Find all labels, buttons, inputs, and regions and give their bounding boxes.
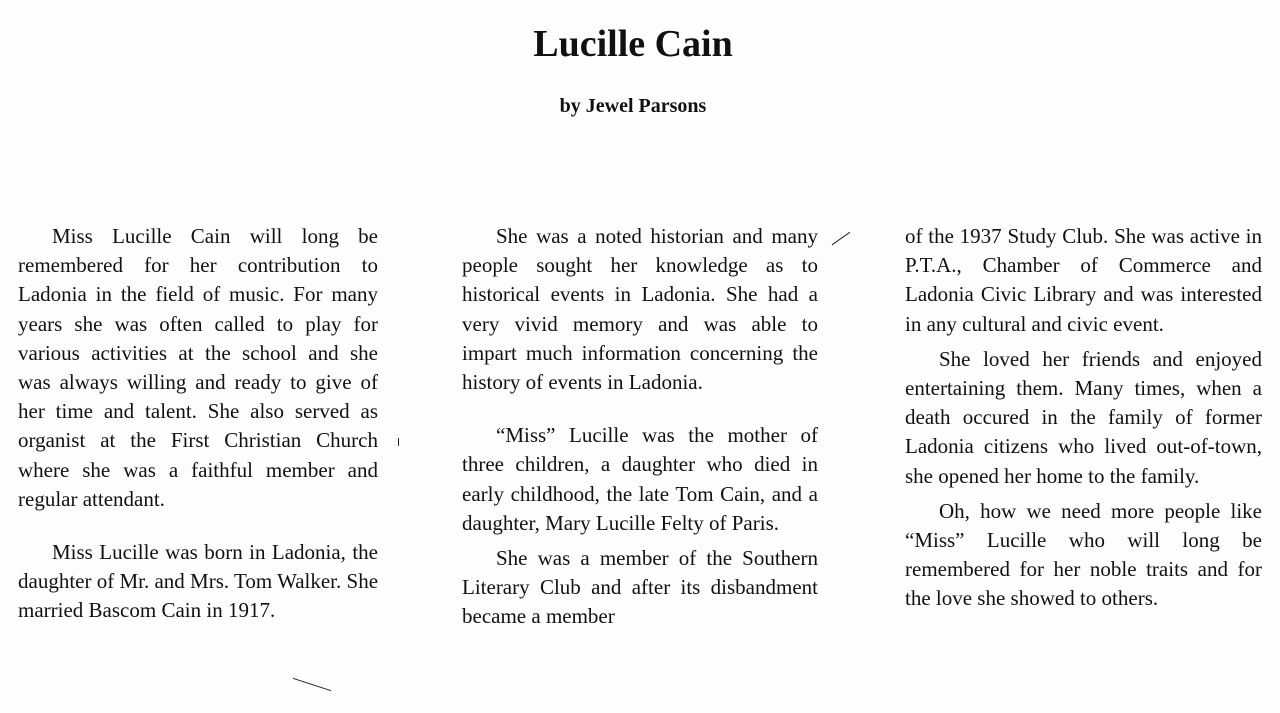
- paragraph: of the 1937 Study Club. She was active in P.T.A., Chamber of Commerce and Ladonia Civic Library and was interested in any cultural and civic event.: [905, 224, 1262, 336]
- text-column-1: [18, 222, 378, 626]
- paragraph: She was a noted historian and many people sought her knowledge as to historical events in Ladonia. She had a very vivid memory and was able to impart much information concerning the history of events in Ladonia.: [462, 224, 818, 395]
- scan-mark: [832, 232, 851, 245]
- paragraph: “Miss” Lucille was the mother of three children, a daughter who died in early childhood, the late Tom Cain, and a daughter, Mary Lucille Felty of Paris.: [462, 423, 818, 535]
- paragraph: Oh, how we need more people like “Miss” Lucille who will long be remembered for her noble traits and for the love she showed to others.: [905, 498, 1262, 611]
- article-title: Lucille Cain: [533, 23, 733, 65]
- article-byline: by Jewel Parsons: [559, 95, 707, 117]
- text-column-2: [462, 222, 818, 632]
- text-column-3: [905, 222, 1262, 614]
- paragraph: She was a member of the Southern Literary Club and after its disbandment became a member: [462, 546, 818, 629]
- scan-mark: [398, 438, 399, 446]
- scan-mark: [293, 678, 331, 691]
- paragraph: Miss Lucille was born in Ladonia, the daughter of Mr. and Mrs. Tom Walker. She married Bascom Cain in 1917.: [18, 540, 379, 623]
- paragraph: She loved her friends and enjoyed entertaining them. Many times, when a death occured in the family of former Ladonia citizens who lived out-of-town, she opened her home to the family.: [905, 346, 1262, 488]
- paragraph: Miss Lucille Cain will long be remembered for her contribution to Ladonia in the field of music. For many years she was often called to play for various activities at the school and she was always willing and ready to give of her time and talent. She also served as organist at the First Christian Church where she was a faithful member and regular attendant.: [18, 224, 378, 511]
